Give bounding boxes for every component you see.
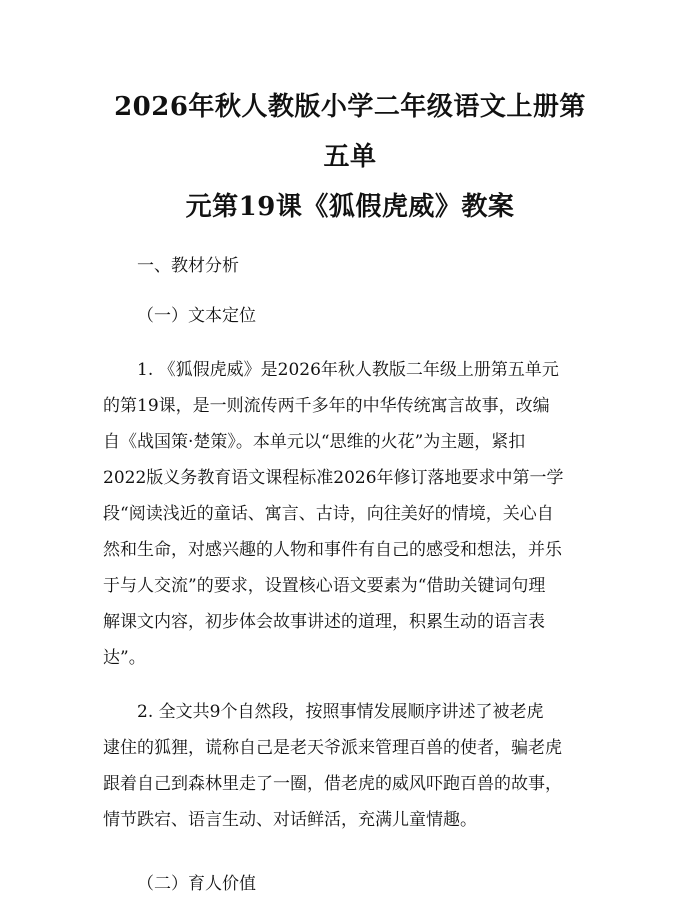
- paragraph-2-line: 2. 全文共9个自然段，按照事情发展顺序讲述了被老虎: [137, 702, 544, 722]
- paragraph-1-line: 达”。: [103, 648, 146, 668]
- paragraph-2-line: 跟着自己到森林里走了一圈，借老虎的威风吓跑百兽的故事，: [103, 774, 562, 794]
- document-title: [103, 82, 597, 232]
- paragraph-1-line: 于与人交流”的要求，设置核心语文要素为“借助关键词句理: [103, 576, 546, 596]
- paragraph-2-line: 逮住的狐狸，谎称自己是老天爷派来管理百兽的使者，骗老虎: [103, 738, 562, 758]
- paragraph-2: [103, 694, 597, 838]
- subsection-heading-1: （一）文本定位: [137, 306, 256, 326]
- paragraph-1-line: 解课文内容，初步体会故事讲述的道理，积累生动的语言表: [103, 612, 545, 632]
- title-line-2: 元第19课《狐假虎威》教案: [185, 192, 515, 222]
- paragraph-1-line: 然和生命，对感兴趣的人物和事件有自己的感受和想法，并乐: [103, 540, 562, 560]
- subsection-heading-2: （二）育人价值: [137, 874, 256, 894]
- section-heading-1: 一、教材分析: [137, 256, 239, 276]
- paragraph-1-line: 段“阅读浅近的童话、寓言、古诗，向往美好的情境，关心自: [103, 504, 554, 524]
- title-line-1: 2026年秋人教版小学二年级语文上册第五单: [114, 92, 586, 172]
- paragraph-1-line: 1. 《狐假虎威》是2026年秋人教版二年级上册第五单元: [137, 360, 559, 380]
- paragraph-2-line: 情节跌宕、语言生动、对话鲜活，充满儿童情趣。: [103, 810, 477, 830]
- paragraph-1-line: 自《战国策·楚策》。本单元以“思维的火花”为主题，紧扣: [103, 432, 526, 452]
- paragraph-1-line: 2022版义务教育语文课程标准2026年修订落地要求中第一学: [103, 468, 564, 488]
- paragraph-1-line: 的第19课，是一则流传两千多年的中华传统寓言故事，改编: [103, 396, 550, 416]
- paragraph-1: [103, 352, 597, 676]
